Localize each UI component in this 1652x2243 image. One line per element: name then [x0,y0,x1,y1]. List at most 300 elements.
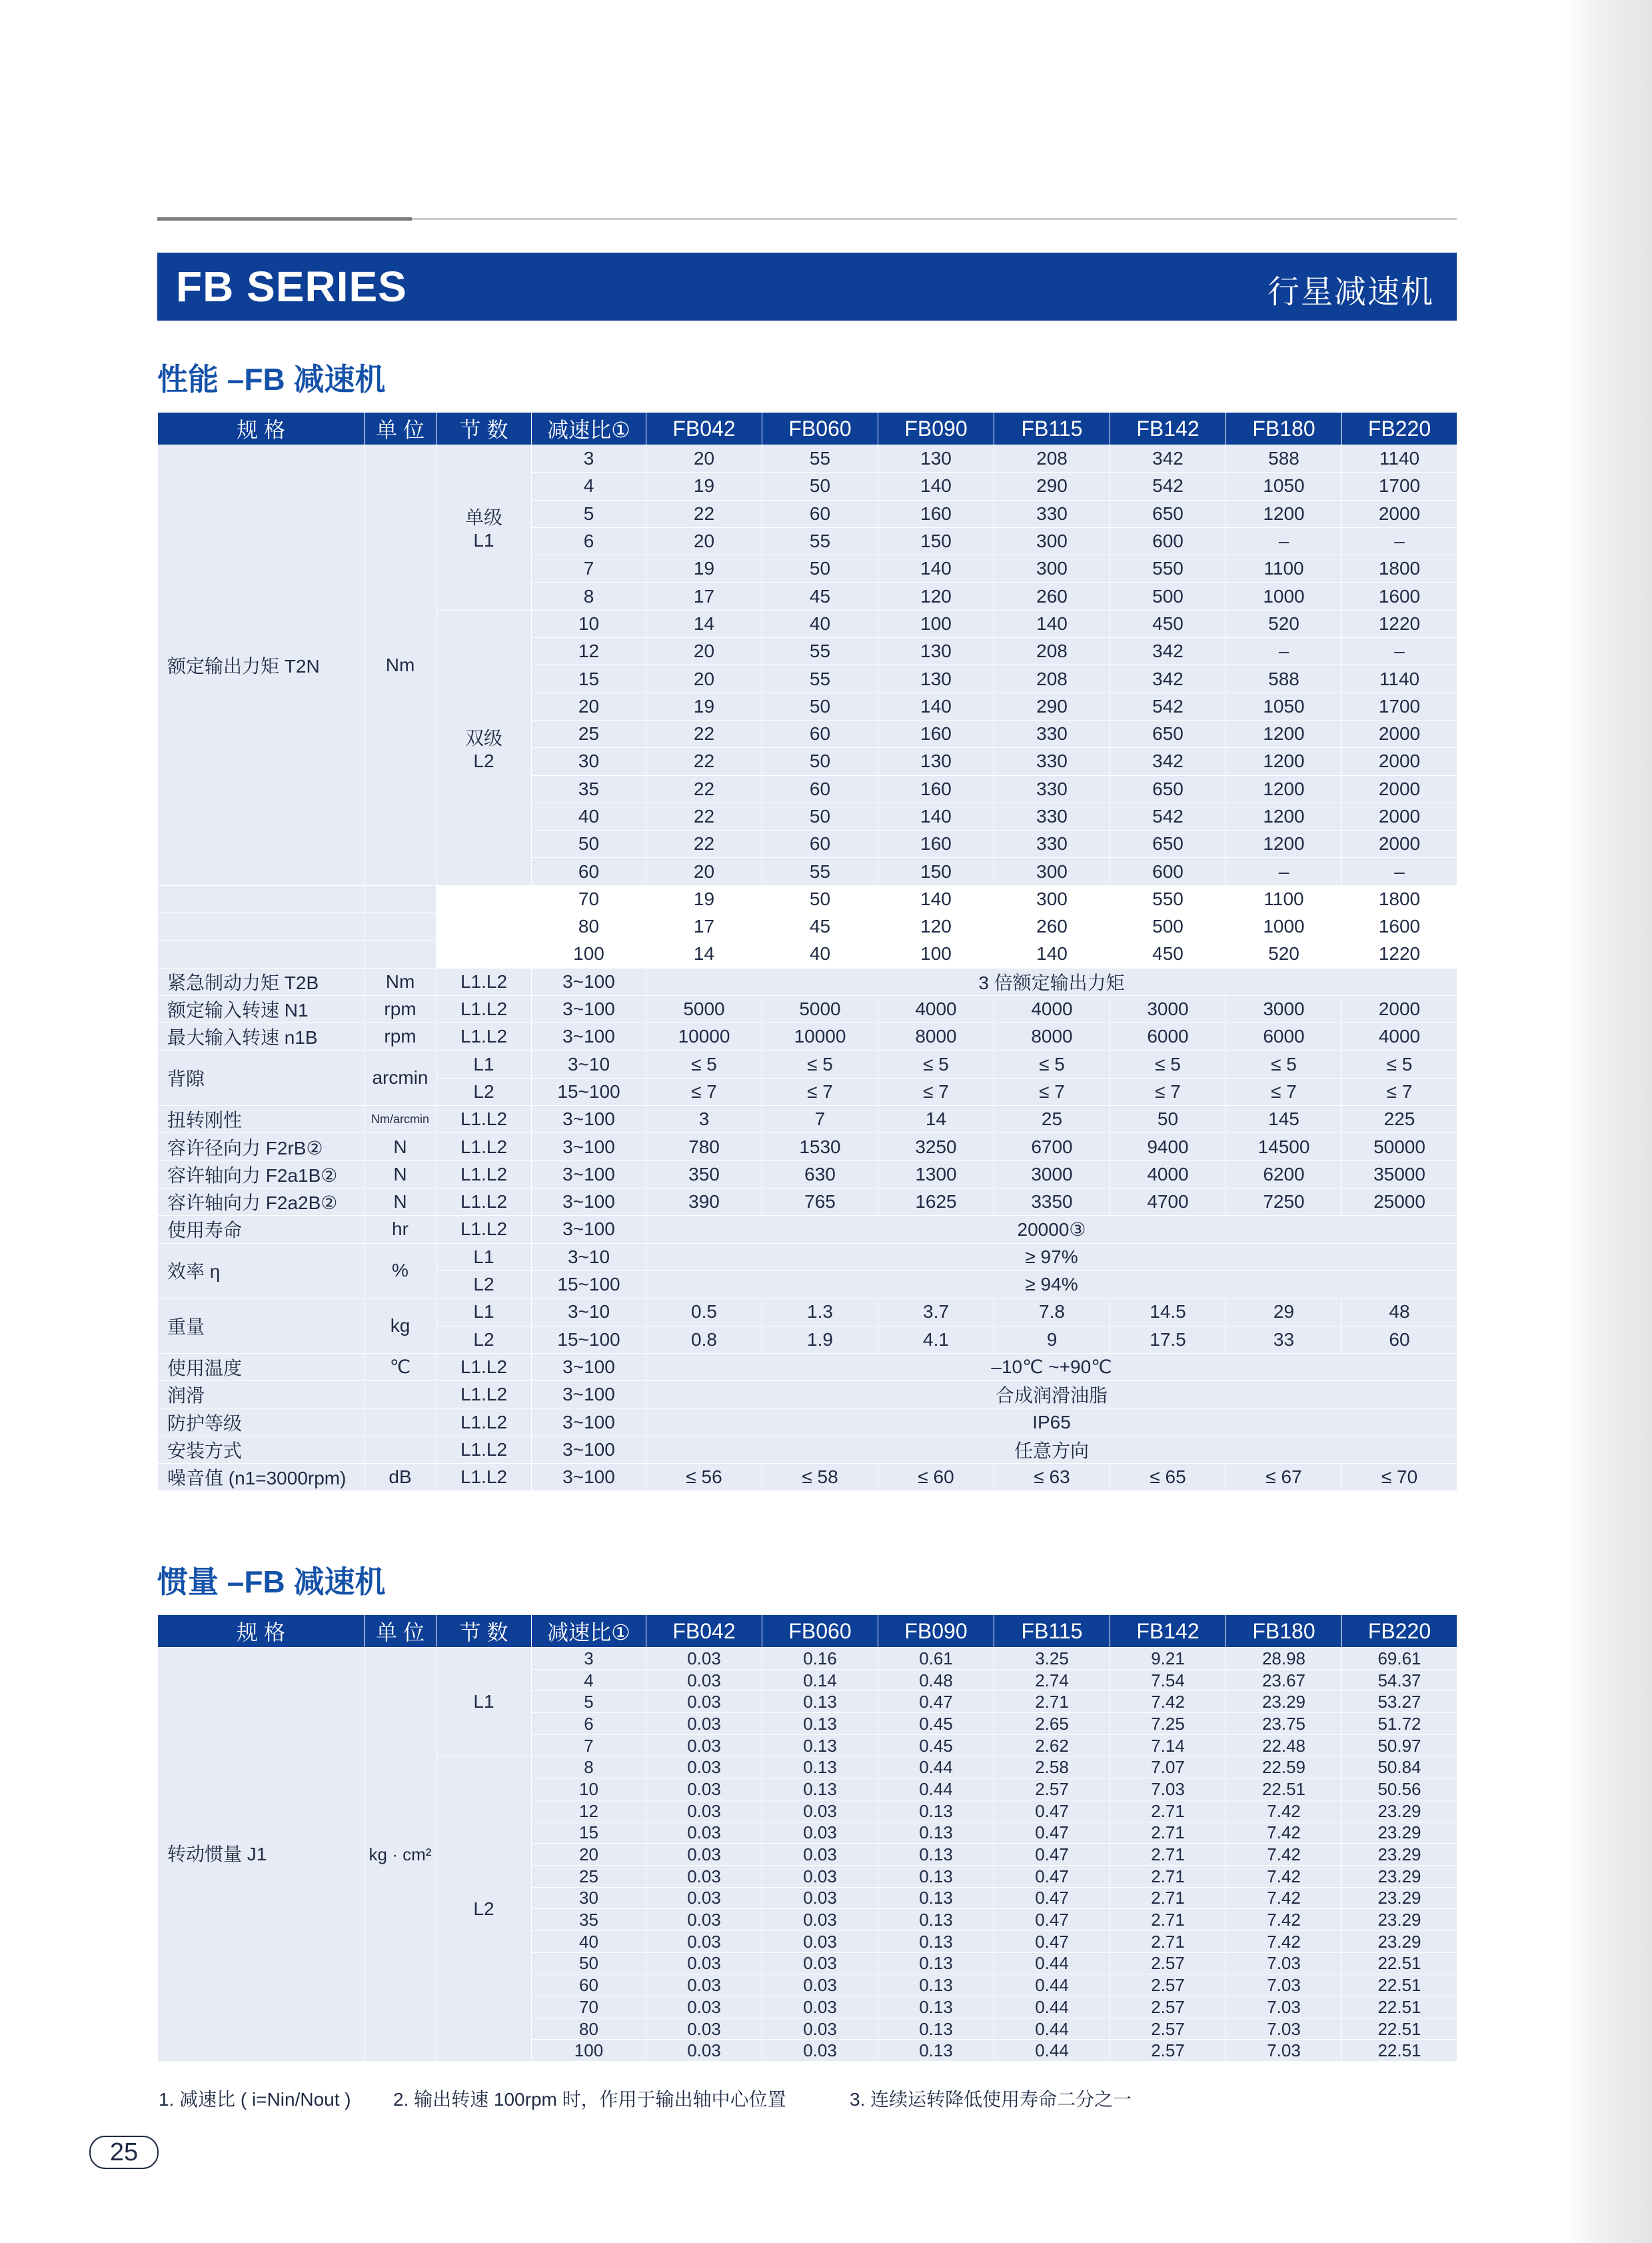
ratio-cell: 3~100 [532,1381,646,1408]
backlash-l1-row [158,1051,1457,1078]
temperature-row [158,1353,1457,1380]
unit-cell: % [365,1243,436,1298]
value-cell: ≤ 7 [646,1078,762,1105]
value-cell: 20 [646,445,762,473]
header-cell: FB142 [1110,1615,1226,1648]
stage-cell: L1.L2 [436,968,532,995]
value-cell: 0.03 [762,1996,878,2018]
value-cell: 22 [646,775,762,803]
value-cell: 22.51 [1342,1974,1457,1996]
value-cell: ≤ 7 [762,1078,878,1105]
value-cell: 7.42 [1226,1844,1342,1866]
value-cell: 342 [1110,748,1226,775]
empty-cell [365,941,436,968]
torque-row [158,885,1457,913]
stage-cell: L1 [436,1648,532,1756]
stage-cell: L1.L2 [436,1106,532,1133]
value-cell: 2.57 [1110,1974,1226,1996]
value-cell: 765 [762,1188,878,1216]
value-cell: 22.51 [1226,1778,1342,1800]
ratio-cell: 3 [532,445,646,473]
value-cell: 3000 [994,1160,1110,1188]
performance-section-title: 性能 –FB 减速机 [157,362,386,397]
value-cell: 208 [994,445,1110,473]
value-cell: 630 [762,1160,878,1188]
ratio-cell: 3~10 [532,1051,646,1078]
value-cell: 8000 [878,1023,994,1051]
value-cell: 1220 [1342,610,1457,637]
header-cell: 单 位 [365,1615,436,1648]
footnote-2: 2. 输出转速 100rpm 时，作用于输出轴中心位置 [393,2089,786,2110]
value-cell: 0.03 [762,1844,878,1866]
value-cell: 0.03 [646,1734,762,1756]
unit-cell: N [365,1188,436,1216]
value-cell: 588 [1226,665,1342,693]
value-cell: 7.07 [1110,1756,1226,1778]
value-cell: 60 [762,775,878,803]
value-cell: 3000 [1226,995,1342,1023]
value-cell: 22.48 [1226,1734,1342,1756]
ratio-cell: 4 [532,1669,646,1691]
value-cell: 25 [994,1106,1110,1133]
stage-cell: L1.L2 [436,1160,532,1188]
ratio-cell: 40 [532,1930,646,1952]
value-cell: 23.29 [1342,1844,1457,1866]
value-cell: 0.45 [878,1713,994,1735]
value-cell: 17 [646,913,762,941]
value-cell: – [1226,527,1342,555]
value-cell: 1600 [1342,913,1457,941]
value-cell: ≤ 58 [762,1463,878,1490]
value-cell: 3350 [994,1188,1110,1216]
spec-label: 额定输出力矩 T2N [158,445,365,886]
merged-value-cell: –10℃ ~+90℃ [646,1353,1457,1380]
value-cell: 7.8 [994,1298,1110,1326]
value-cell: ≤ 70 [1342,1463,1457,1490]
value-cell: 390 [646,1188,762,1216]
value-cell: 14 [878,1106,994,1133]
value-cell: 330 [994,748,1110,775]
value-cell: 7.42 [1226,1887,1342,1909]
value-cell: 650 [1110,500,1226,527]
value-cell: 40 [762,941,878,968]
value-cell: 50.56 [1342,1778,1457,1800]
value-cell: 2.71 [1110,1844,1226,1866]
value-cell: 2000 [1342,500,1457,527]
value-cell: 23.75 [1226,1713,1342,1735]
stage-cell: L1.L2 [436,1133,532,1160]
protection-row [158,1408,1457,1436]
value-cell: 17 [646,583,762,610]
value-cell: 45 [762,583,878,610]
value-cell: 9.21 [1110,1648,1226,1670]
value-cell: 2.71 [1110,1930,1226,1952]
value-cell: 140 [878,555,994,583]
stage-cell: L1.L2 [436,995,532,1023]
stage-cell: L1.L2 [436,1436,532,1463]
stage-cell-single [436,445,532,611]
value-cell: 0.13 [878,1887,994,1909]
value-cell: 208 [994,638,1110,665]
unit-cell: kg · cm² [365,1648,436,2062]
ratio-cell: 3~100 [532,1106,646,1133]
value-cell: 53.27 [1342,1691,1457,1713]
ratio-cell: 50 [532,831,646,858]
value-cell: 7.42 [1226,1865,1342,1887]
value-cell: 14 [646,610,762,637]
value-cell: 0.03 [646,2040,762,2062]
value-cell: 22.51 [1342,1952,1457,1974]
series-banner [157,253,1457,321]
value-cell: 0.14 [762,1669,878,1691]
value-cell: 225 [1342,1106,1457,1133]
value-cell: 60 [762,720,878,747]
value-cell: 542 [1110,693,1226,720]
value-cell: ≤ 56 [646,1463,762,1490]
ratio-cell: 100 [532,2040,646,2062]
value-cell: 0.03 [762,2018,878,2040]
value-cell: 19 [646,555,762,583]
value-cell: 7.42 [1226,1800,1342,1822]
value-cell: 23.29 [1342,1865,1457,1887]
value-cell: 0.03 [762,1865,878,1887]
value-cell: 1000 [1226,913,1342,941]
unit-cell: rpm [365,995,436,1023]
header-cell: FB220 [1342,1615,1457,1648]
value-cell: 160 [878,500,994,527]
stage-code: L2 [473,750,494,771]
value-cell: 23.29 [1342,1887,1457,1909]
value-cell: ≤ 5 [1110,1051,1226,1078]
header-cell: 单 位 [365,413,436,445]
unit-cell: N [365,1160,436,1188]
header-cell: FB042 [646,413,762,445]
merged-value-cell: 合成润滑油脂 [646,1381,1457,1408]
value-cell: 588 [1226,445,1342,473]
value-cell: 1050 [1226,693,1342,720]
spec-label: 噪音值 (n1=3000rpm) [158,1463,365,1490]
inertia-table-body [158,1648,1457,2062]
empty-cell [158,885,365,913]
ratio-cell: 5 [532,1691,646,1713]
lubrication-row [158,1381,1457,1408]
value-cell: ≤ 5 [1342,1051,1457,1078]
spec-label: 防护等级 [158,1408,365,1436]
value-cell: 0.47 [994,1930,1110,1952]
value-cell: 5000 [646,995,762,1023]
value-cell: 2.71 [1110,1909,1226,1931]
ratio-cell: 10 [532,610,646,637]
value-cell: 0.03 [646,1669,762,1691]
value-cell: 14500 [1226,1133,1342,1160]
value-cell: 1600 [1342,583,1457,610]
value-cell: 120 [878,583,994,610]
ratio-cell: 15~100 [532,1270,646,1298]
value-cell: 0.13 [878,1865,994,1887]
empty-cell [436,913,532,941]
ratio-cell: 60 [532,1974,646,1996]
unit-cell: dB [365,1463,436,1490]
ratio-cell: 80 [532,2018,646,2040]
value-cell: 50 [762,693,878,720]
value-cell: 140 [994,610,1110,637]
value-cell: 0.47 [994,1887,1110,1909]
value-cell: 0.48 [878,1669,994,1691]
value-cell: 0.03 [646,1756,762,1778]
footnote-3: 3. 连续运转降低使用寿命二分之一 [850,2089,1132,2110]
value-cell: 0.13 [878,2040,994,2062]
value-cell: 50 [762,555,878,583]
value-cell: 19 [646,473,762,500]
value-cell: 0.13 [878,1974,994,1996]
value-cell: 2.58 [994,1756,1110,1778]
mounting-row [158,1436,1457,1463]
value-cell: 330 [994,775,1110,803]
value-cell: 650 [1110,775,1226,803]
value-cell: 0.44 [994,2040,1110,2062]
stage-cell: L1.L2 [436,1463,532,1490]
value-cell: 650 [1110,720,1226,747]
value-cell: 0.03 [646,1996,762,2018]
page-number: 25 [89,2136,159,2169]
value-cell: 145 [1226,1106,1342,1133]
value-cell: 22 [646,803,762,830]
ratio-cell: 3~100 [532,1133,646,1160]
value-cell: 1200 [1226,720,1342,747]
value-cell: 300 [994,858,1110,885]
value-cell: 290 [994,693,1110,720]
max_input-row [158,1023,1457,1051]
value-cell: 140 [878,473,994,500]
value-cell: 0.44 [994,1974,1110,1996]
value-cell: 500 [1110,583,1226,610]
value-cell: 0.8 [646,1326,762,1353]
merged-value-cell: 任意方向 [646,1436,1457,1463]
value-cell: 19 [646,885,762,913]
torque-row [158,941,1457,968]
value-cell: 6700 [994,1133,1110,1160]
value-cell: 22.51 [1342,2040,1457,2062]
value-cell: 1100 [1226,885,1342,913]
value-cell: 2.57 [1110,2018,1226,2040]
value-cell: 3.7 [878,1298,994,1326]
value-cell: 17.5 [1110,1326,1226,1353]
value-cell: ≤ 67 [1226,1463,1342,1490]
axial2-row [158,1188,1457,1216]
header-cell: 节 数 [436,1615,532,1648]
ratio-cell: 20 [532,1844,646,1866]
value-cell: 2.57 [1110,1952,1226,1974]
noise-row [158,1463,1457,1490]
ratio-cell: 30 [532,748,646,775]
empty-cell [158,913,365,941]
value-cell: 4700 [1110,1188,1226,1216]
value-cell: 542 [1110,473,1226,500]
value-cell: 0.03 [762,1909,878,1931]
value-cell: 0.03 [646,1822,762,1844]
unit-cell: N [365,1133,436,1160]
value-cell: 300 [994,527,1110,555]
value-cell: 140 [878,885,994,913]
value-cell: 342 [1110,638,1226,665]
radial-row [158,1133,1457,1160]
ratio-cell: 3~100 [532,995,646,1023]
value-cell: 2.65 [994,1713,1110,1735]
ratio-cell: 50 [532,1952,646,1974]
value-cell: 7.03 [1110,1778,1226,1800]
value-cell: 4000 [1110,1160,1226,1188]
value-cell: 60 [1342,1326,1457,1353]
value-cell: 7.42 [1226,1909,1342,1931]
value-cell: 0.03 [646,1800,762,1822]
value-cell: 23.29 [1342,1909,1457,1931]
value-cell: 10000 [646,1023,762,1051]
unit-cell [365,1381,436,1408]
value-cell: 520 [1226,610,1342,637]
value-cell: 2.57 [1110,2040,1226,2062]
value-cell: 0.03 [646,1909,762,1931]
value-cell: 1700 [1342,693,1457,720]
value-cell: 55 [762,858,878,885]
value-cell: 6200 [1226,1160,1342,1188]
value-cell: 260 [994,913,1110,941]
stiffness-row [158,1106,1457,1133]
value-cell: 50 [762,473,878,500]
ratio-cell: 3 [532,1648,646,1670]
stage-cell: L2 [436,1326,532,1353]
empty-cell [365,913,436,941]
header-cell: FB042 [646,1615,762,1648]
ratio-cell: 3~100 [532,1353,646,1380]
value-cell: ≤ 5 [646,1051,762,1078]
empty-cell [158,941,365,968]
torque-row [158,445,1457,473]
value-cell: 23.29 [1342,1800,1457,1822]
value-cell: 54.37 [1342,1669,1457,1691]
ratio-cell: 6 [532,1713,646,1735]
value-cell: 0.44 [994,1996,1110,2018]
ratio-cell: 25 [532,720,646,747]
empty-cell [365,885,436,913]
unit-cell: ℃ [365,1353,436,1380]
axial1-row [158,1160,1457,1188]
header-cell: FB115 [994,1615,1110,1648]
unit-cell: arcmin [365,1051,436,1106]
value-cell: 2.71 [994,1691,1110,1713]
value-cell: 10000 [762,1023,878,1051]
value-cell: 50.97 [1342,1734,1457,1756]
value-cell: 60 [762,831,878,858]
value-cell: 2000 [1342,803,1457,830]
unit-cell: hr [365,1216,436,1243]
value-cell: 0.03 [646,1648,762,1670]
value-cell: ≤ 7 [994,1078,1110,1105]
value-cell: 2.71 [1110,1865,1226,1887]
value-cell: 2.71 [1110,1887,1226,1909]
merged-value-cell: 3 倍额定输出力矩 [646,968,1457,995]
value-cell: 50.84 [1342,1756,1457,1778]
header-cell: 减速比① [532,1615,646,1648]
merged-value-cell: ≥ 97% [646,1243,1457,1270]
value-cell: 550 [1110,885,1226,913]
value-cell: 342 [1110,665,1226,693]
stage-cell: L1.L2 [436,1408,532,1436]
value-cell: 140 [878,693,994,720]
value-cell: 0.03 [762,1800,878,1822]
value-cell: 55 [762,527,878,555]
ratio-cell: 12 [532,638,646,665]
value-cell: ≤ 7 [1226,1078,1342,1105]
stage-cell: L2 [436,1078,532,1105]
torque-row [158,913,1457,941]
life-row [158,1216,1457,1243]
value-cell: 0.13 [762,1691,878,1713]
value-cell: 0.03 [762,1887,878,1909]
value-cell: 0.47 [994,1844,1110,1866]
ratio-cell: 3~100 [532,1216,646,1243]
value-cell: 350 [646,1160,762,1188]
spec-label: 额定输入转速 N1 [158,995,365,1023]
value-cell: ≤ 7 [1342,1078,1457,1105]
value-cell: 7 [762,1106,878,1133]
ratio-cell: 6 [532,527,646,555]
header-cell: FB220 [1342,413,1457,445]
top-rule-accent [157,217,412,221]
value-cell: 0.44 [994,2018,1110,2040]
value-cell: 342 [1110,445,1226,473]
stage-cell: L2 [436,1756,532,2062]
value-cell: 1220 [1342,941,1457,968]
value-cell: 290 [994,473,1110,500]
value-cell: 22 [646,831,762,858]
value-cell: 0.03 [646,1952,762,1974]
efficiency-l1-row [158,1243,1457,1270]
ratio-cell: 3~100 [532,968,646,995]
ratio-cell: 3~100 [532,1436,646,1463]
value-cell: 0.45 [878,1734,994,1756]
stage-cell: L1 [436,1243,532,1270]
value-cell: 7.42 [1110,1691,1226,1713]
value-cell: 7.42 [1226,1822,1342,1844]
value-cell: 1140 [1342,665,1457,693]
value-cell: 7250 [1226,1188,1342,1216]
value-cell: 520 [1226,941,1342,968]
ratio-cell: 100 [532,941,646,968]
value-cell: 1200 [1226,748,1342,775]
value-cell: 4.1 [878,1326,994,1353]
value-cell: 0.03 [646,1974,762,1996]
ratio-cell: 3~100 [532,1023,646,1051]
value-cell: 50 [762,748,878,775]
value-cell: 9400 [1110,1133,1226,1160]
value-cell: 4000 [878,995,994,1023]
ratio-cell: 30 [532,1887,646,1909]
stage-cell: L1.L2 [436,1381,532,1408]
value-cell: 130 [878,638,994,665]
value-cell: 22.51 [1342,1996,1457,2018]
ratio-cell: 15~100 [532,1078,646,1105]
value-cell: ≤ 7 [1110,1078,1226,1105]
ratio-cell: 7 [532,1734,646,1756]
header-cell: 规 格 [158,413,365,445]
spec-label: 容许轴向力 F2a1B② [158,1160,365,1188]
value-cell: 7.54 [1110,1669,1226,1691]
value-cell: 0.47 [994,1800,1110,1822]
value-cell: 1140 [1342,445,1457,473]
value-cell: 1530 [762,1133,878,1160]
stage-cell: L1.L2 [436,1023,532,1051]
value-cell: 7.03 [1226,2018,1342,2040]
